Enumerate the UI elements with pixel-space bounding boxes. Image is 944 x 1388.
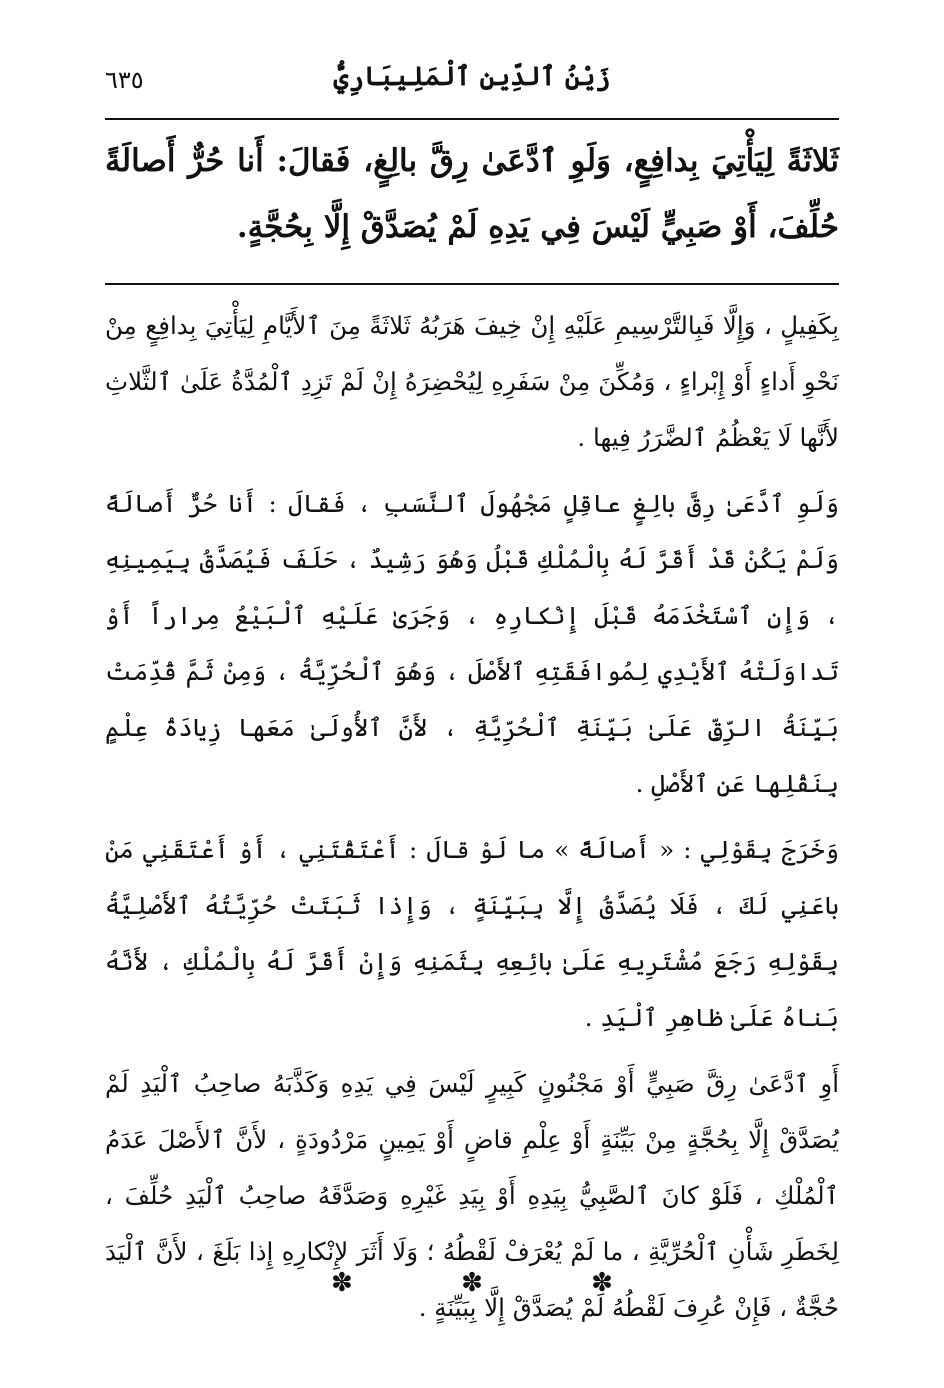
page-header — [105, 62, 839, 112]
commentary-paragraph: وَلَوِ ٱدَّعَىٰ رِقَّ بالِغٍ عاقِلٍ مَجْهُولَ ٱلنَّسَبِ ، فَقالَ : أَنا حُرٌّ أَصالَةً وَلَمْ يَكُنْ قَدْ أَقَرَّ لَهُ بِالْمُلْكِ قَبْلُ وَهُوَ رَشِيدٌ ، حَلَفَ فَيُصَدَّقُ بِيَمِينِهِ ، وَإِنِ ٱسْتَخْدَمَهُ قَبْلَ إِنْكارِهِ ، وَجَرَىٰ عَلَيْهِ ٱلْبَيْعُ مِراراً أَوْ تَداوَلَتْهُ ٱلأَيْدِي لِمُوافَقَتِهِ ٱلأَصْلَ ، وَهُوَ ٱلْحُرِّيَّةُ ، وَمِنْ ثَمَّ قُدِّمَتْ بَيِّنَةُ الرِّقِّ عَلَىٰ بَيِّنَةِ ٱلْحُرِّيَّةِ ، لأَنَّ ٱلأُولَىٰ مَعَها زِيادَةُ عِلْمٍ بِنَقْلِها عَنِ ٱلأَصْلِ . — [105, 489, 839, 798]
divider-rule — [105, 283, 839, 285]
asterisk-ornament-icon: ✽ — [331, 1268, 353, 1298]
commentary-paragraph: بِكَفِيلٍ ، وَإِلَّا فَبِالتَّرْسِيمِ عَلَيْهِ إِنْ خِيفَ هَرَبُهُ ثَلاثَةً مِنَ ٱلأَيَّامِ لِيَأْتِيَ بِدافِعٍ مِنْ نَحْوِ أَداءٍ أَوْ إِبْراءٍ ، وَمُكِّنَ مِنْ سَفَرِهِ لِيُحْضِرَهُ إِنْ لَمْ تَزِدِ ٱلْمُدَّةُ عَلَىٰ ٱلثَّلاثِ لأَنَّها لَا يَعْظُمُ ٱلضَّرَرُ فِيها . — [105, 311, 839, 452]
main-text: ثَلاثَةً لِيَأْتِيَ بِدافِعٍ، وَلَوِ ٱدَّعَىٰ رِقَّ بالِغٍ، فَقالَ: أَنا حُرٌّ أَصالَةً حُلِّفَ، أَوْ صَبِيٍّ لَيْسَ فِي يَدِهِ لَمْ يُصَدَّقْ إِلَّا بِحُجَّةٍ. — [105, 143, 839, 245]
section-ornament — [105, 1268, 839, 1298]
asterisk-ornament-icon: ✽ — [591, 1268, 613, 1298]
commentary — [105, 298, 839, 1346]
header-rule — [105, 118, 839, 120]
page-number: ٦٣٥ — [105, 66, 144, 94]
asterisk-ornament-icon: ✽ — [461, 1268, 483, 1298]
commentary-paragraph: وَخَرَجَ بِقَوْلِي : « أَصالَةً » ما لَوْ قالَ : أَعْتَقْتَنِي ، أَوْ أَعْتَقَنِي مَنْ باعَنِي لَكَ ، فَلَا يُصَدَّقُ إِلَّا بِبَيِّنَةٍ ، وَإِذا ثَبَتَتْ حُرِّيَّتُهُ ٱلأَصْلِيَّةُ بِقَوْلِهِ رَجَعَ مُشْتَرِيهِ عَلَىٰ بائِعِهِ بِثَمَنِهِ وَإِنْ أَقَرَّ لَهُ بِالْمُلْكِ ، لأَنَّهُ بَناهُ عَلَىٰ ظاهِرِ ٱلْيَدِ . — [105, 835, 839, 1032]
commentary-paragraph: أَوِ ٱدَّعَىٰ رِقَّ صَبِيٍّ أَوْ مَجْنُونٍ كَبِيرٍ لَيْسَ فِي يَدِهِ وَكَذَّبَهُ صاحِبُ ٱلْيَدِ لَمْ يُصَدَّقْ إِلَّا بِحُجَّةٍ مِنْ بَيِّنَةٍ أَوْ عِلْمِ قاضٍ أَوْ يَمِينٍ مَرْدُودَةٍ ، لأَنَّ ٱلأَصْلَ عَدَمُ ٱلْمُلْكِ ، فَلَوْ كانَ ٱلصَّبِيُّ بِيَدِهِ أَوْ بِيَدِ غَيْرِهِ وَصَدَّقَهُ صاحِبُ ٱلْيَدِ حُلِّفَ ، لِخَطَرِ شَأْنِ ٱلْحُرِّيَّةِ ، ما لَمْ يُعْرَفْ لَقْطُهُ ؛ وَلَا أَثَرَ لإِنْكارِهِ إِذا بَلَغَ ، لأَنَّ ٱلْيَدَ حُجَّةٌ ، فَإِنْ عُرِفَ لَقْطُهُ لَمْ يُصَدَّقْ إِلَّا بِبَيِّنَةٍ . — [105, 1069, 839, 1322]
running-title: زَيْنُ ٱلدِّينِ ٱلْمَلِيبَارِيُّ — [333, 62, 611, 92]
